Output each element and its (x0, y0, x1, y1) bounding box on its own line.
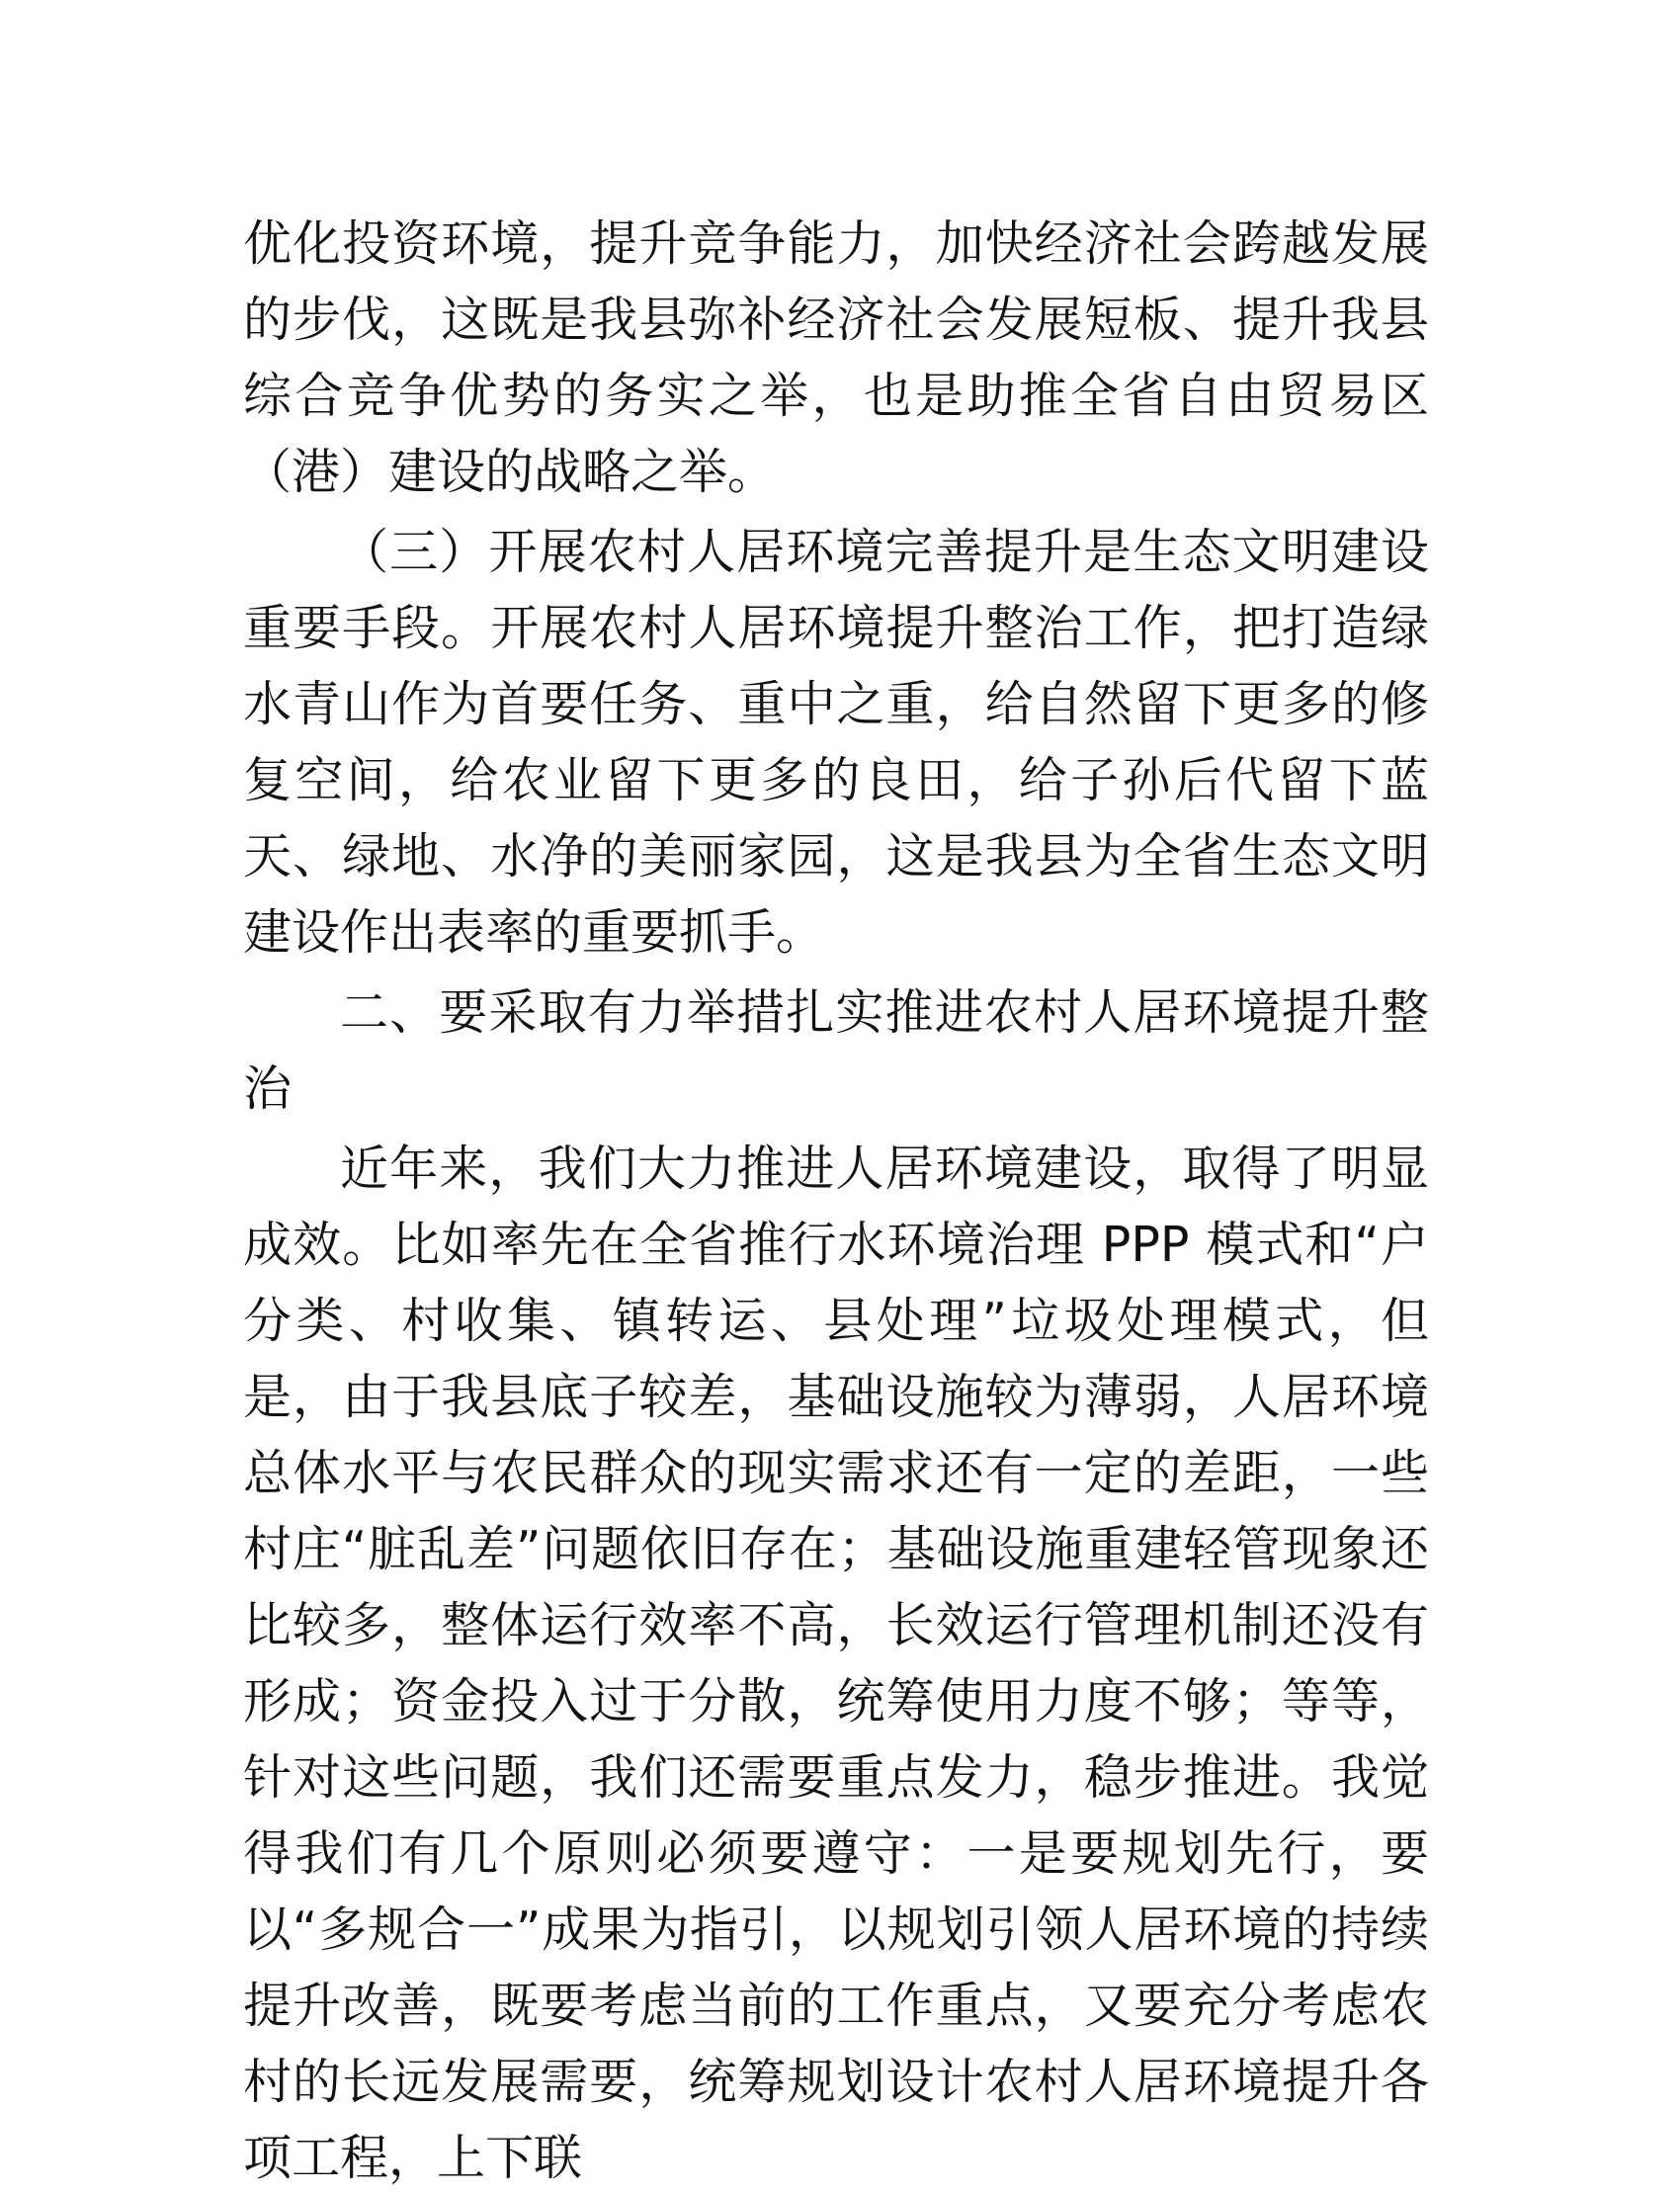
document-body (243, 206, 1429, 2196)
paragraph-recent-progress: 近年来，我们大力推进人居环境建设，取得了明显成效。比如率先在全省推行水环境治理 PPP 模式和“户分类、村收集、镇转运、县处理”垃圾处理模式，但是，由于我县底子较差，基础设施较为薄弱，人居环境总体水平与农民群众的现实需求还有一定的差距，一些村庄“脏乱差”问题依旧存在；基础设施重建轻管现象还比较多，整体运行效率不高，长效运行管理机制还没有形成；资金投入过于分散，统筹使用力度不够；等等，针对这些问题，我们还需要重点发力，稳步推进。我觉得我们有几个原则必须要遵守：一是要规划先行，要以“多规合一”成果为指引，以规划引领人居环境的持续提升改善，既要考虑当前的工作重点，又要充分考虑农村的长远发展需要，统筹规划设计农村人居环境提升各项工程，上下联 (243, 1140, 1429, 2186)
paragraph-investment-environment: 优化投资环境，提升竞争能力，加快经济社会跨越发展的步伐，这既是我县弥补经济社会发展短板、提升我县综合竞争优势的务实之举，也是助推全省自由贸易区（港）建设的战略之举。 (243, 215, 1429, 500)
paragraph-ecological-civilization: （三）开展农村人居环境完善提升是生态文明建设重要手段。开展农村人居环境提升整治工作，把打造绿水青山作为首要任务、重中之重，给自然留下更多的修复空间，给农业留下更多的良田，给子孙后代留下蓝天、绿地、水净的美丽家园，这是我县为全省生态文明建设作出表率的重要抓手。 (243, 524, 1429, 961)
section-heading-measures: 二、要采取有力举措扎实推进农村人居环境提升整治 (243, 984, 1429, 1117)
